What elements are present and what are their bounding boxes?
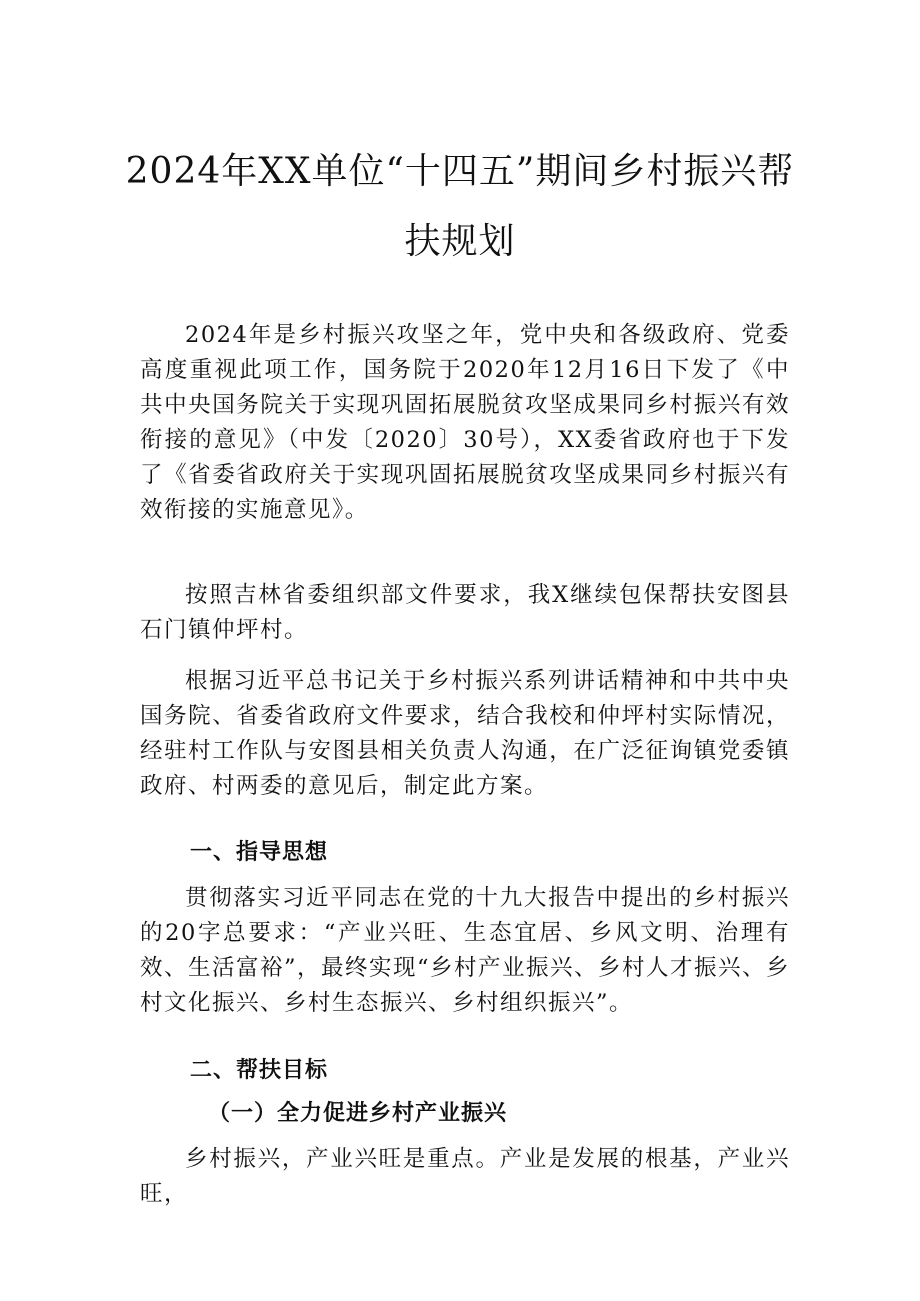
document-title-line-1: 2024年XX单位“十四五”期间乡村振兴帮 [125,151,795,192]
basis-paragraph: 根据习近平总书记关于乡村振兴系列讲话精神和中共中央国务院、省委省政府文件要求，结合我校和仲坪村实际情况，经驻村工作队与安图县相关负责人沟通，在广泛征询镇党委镇政府、村两委的意见后，制定此方案。 [140,668,790,799]
section-heading-assistance-goals: 二、帮扶目标 [190,1058,329,1083]
guiding-ideology-paragraph: 贯彻落实习近平同志在党的十九大报告中提出的乡村振兴的20字总要求：“产业兴旺、生态宜居、乡风文明、治理有效、生活富裕”，最终实现“乡村产业振兴、乡村人才振兴、乡村文化振兴、乡村生态振兴、乡村组织振兴”。 [140,885,791,1016]
subheading-industry-revitalization: （一）全力促进乡村产业振兴 [208,1100,508,1126]
document-title-line-2: 扶规划 [404,221,516,262]
section-heading-guiding-ideology: 一、指导思想 [190,840,329,865]
assignment-paragraph: 按照吉林省委组织部文件要求，我X继续包保帮扶安图县石门镇仲坪村。 [140,582,790,643]
industry-paragraph: 乡村振兴，产业兴旺是重点。产业是发展的根基，产业兴旺， [140,1146,790,1207]
intro-paragraph: 2024年是乡村振兴攻坚之年，党中央和各级政府、党委高度重视此项工作，国务院于2020年12月16日下发了《中共中央国务院关于实现巩固拓展脱贫攻坚成果同乡村振兴有效衔接的意见》（中发〔2020〕30号），XX委省政府也于下发了《省委省政府关于实现巩固拓展脱贫攻坚成果同乡村振兴有效衔接的实施意见》。 [140,322,790,523]
